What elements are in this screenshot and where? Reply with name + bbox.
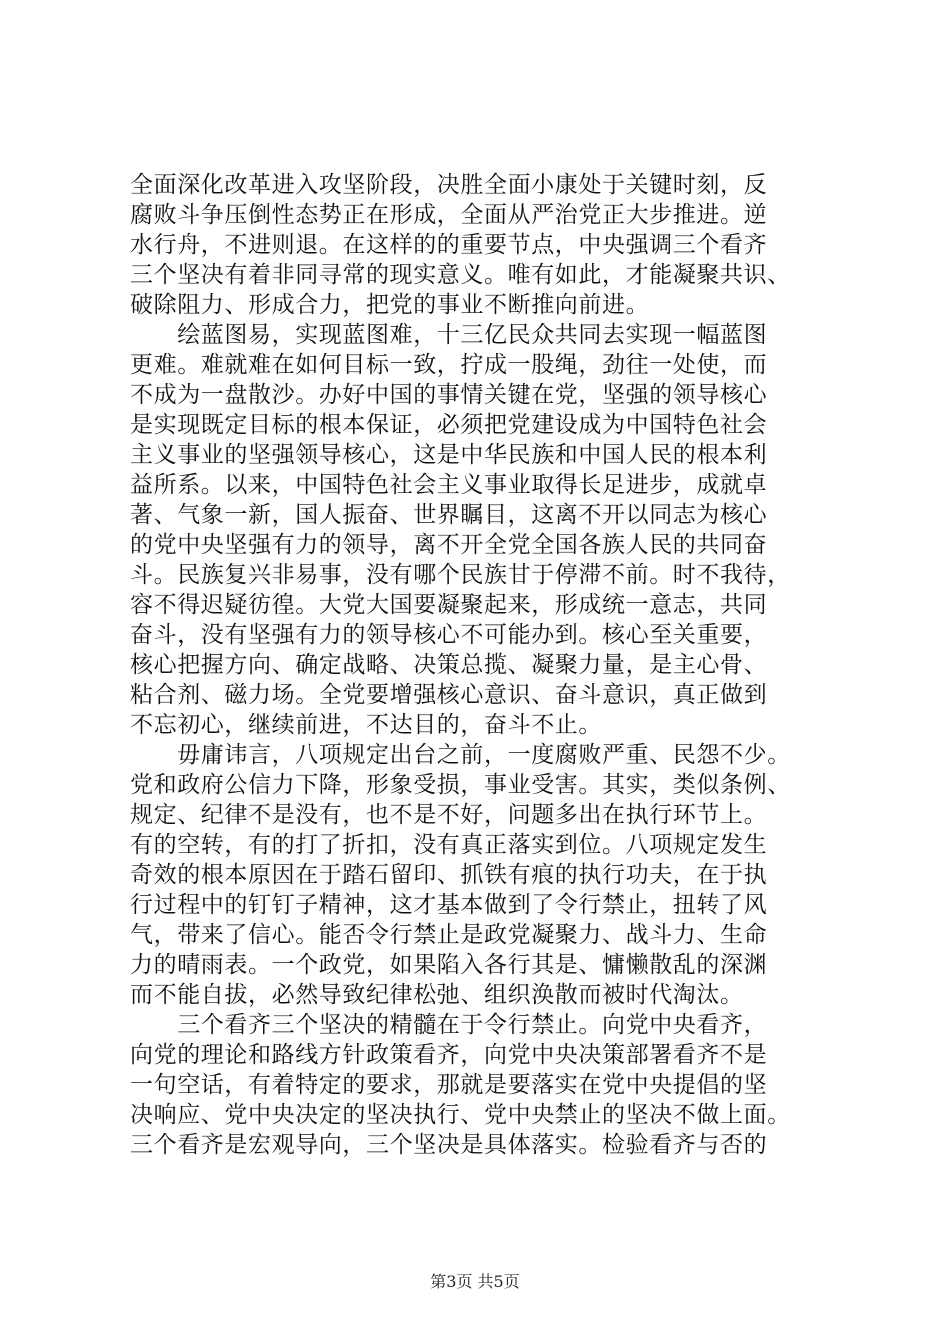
text-line: 三个看齐三个坚决的精髓在于令行禁止。向党中央看齐， [130, 1012, 768, 1038]
text-line: 的党中央坚强有力的领导，离不开全党全国各族人民的共同奋 [130, 532, 768, 558]
text-line: 而不能自拔，必然导致纪律松弛、组织涣散而被时代淘汰。 [130, 982, 744, 1008]
text-line: 破除阻力、形成合力，把党的事业不断推向前进。 [130, 292, 650, 318]
text-line: 斗。民族复兴非易事，没有哪个民族甘于停滞不前。时不我待， [130, 562, 791, 588]
text-line: 毋庸讳言，八项规定出台之前，一度腐败严重、民怨不少。 [130, 742, 791, 768]
text-line: 粘合剂、磁力场。全党要增强核心意识、奋斗意识，真正做到 [130, 682, 768, 708]
text-line: 奇效的根本原因在于踏石留印、抓铁有痕的执行功夫，在于执 [130, 862, 768, 888]
text-line: 向党的理论和路线方针政策看齐，向党中央决策部署看齐不是 [130, 1042, 768, 1068]
text-line: 全面深化改革进入攻坚阶段，决胜全面小康处于关键时刻，反 [130, 172, 768, 198]
text-line: 绘蓝图易，实现蓝图难，十三亿民众共同去实现一幅蓝图 [130, 322, 768, 348]
text-line: 一句空话，有着特定的要求，那就是要落实在党中央提倡的坚 [130, 1072, 768, 1098]
text-line: 益所系。以来，中国特色社会主义事业取得长足进步，成就卓 [130, 472, 768, 498]
text-line: 水行舟，不进则退。在这样的的重要节点，中央强调三个看齐 [130, 232, 768, 258]
text-line: 腐败斗争压倒性态势正在形成，全面从严治党正大步推进。逆 [130, 202, 768, 228]
text-line: 党和政府公信力下降，形象受损，事业受害。其实，类似条例、 [130, 772, 791, 798]
text-line: 三个看齐是宏观导向，三个坚决是具体落实。检验看齐与否的 [130, 1132, 768, 1158]
text-line: 力的晴雨表。一个政党，如果陷入各行其是、慵懒散乱的深渊 [130, 952, 768, 978]
text-line: 更难。难就难在如何目标一致，拧成一股绳，劲往一处使，而 [130, 352, 768, 378]
text-line: 主义事业的坚强领导核心，这是中华民族和中国人民的根本利 [130, 442, 768, 468]
text-line: 行过程中的钉钉子精神，这才基本做到了令行禁止，扭转了风 [130, 892, 768, 918]
text-line: 三个坚决有着非同寻常的现实意义。唯有如此，才能凝聚共识、 [130, 262, 791, 288]
text-line: 决响应、党中央决定的坚决执行、党中央禁止的坚决不做上面。 [130, 1102, 791, 1128]
text-line: 不忘初心，继续前进，不达目的，奋斗不止。 [130, 712, 602, 738]
page-number: 第3页 共5页 [430, 1272, 520, 1291]
text-line: 规定、纪律不是没有，也不是不好，问题多出在执行环节上。 [130, 802, 768, 828]
text-line: 不成为一盘散沙。办好中国的事情关键在党，坚强的领导核心 [130, 382, 768, 408]
body-text [130, 170, 820, 1160]
text-line: 是实现既定目标的根本保证，必须把党建设成为中国特色社会 [130, 412, 768, 438]
text-line: 著、气象一新，国人振奋、世界瞩目，这离不开以同志为核心 [130, 502, 768, 528]
text-line: 气，带来了信心。能否令行禁止是政党凝聚力、战斗力、生命 [130, 922, 768, 948]
text-line: 奋斗，没有坚强有力的领导核心不可能办到。核心至关重要， [130, 622, 768, 648]
page-footer [0, 1272, 950, 1292]
text-line: 容不得迟疑彷徨。大党大国要凝聚起来，形成统一意志，共同 [130, 592, 768, 618]
text-line: 核心把握方向、确定战略、决策总揽、凝聚力量，是主心骨、 [130, 652, 768, 678]
text-line: 有的空转，有的打了折扣，没有真正落实到位。八项规定发生 [130, 832, 768, 858]
